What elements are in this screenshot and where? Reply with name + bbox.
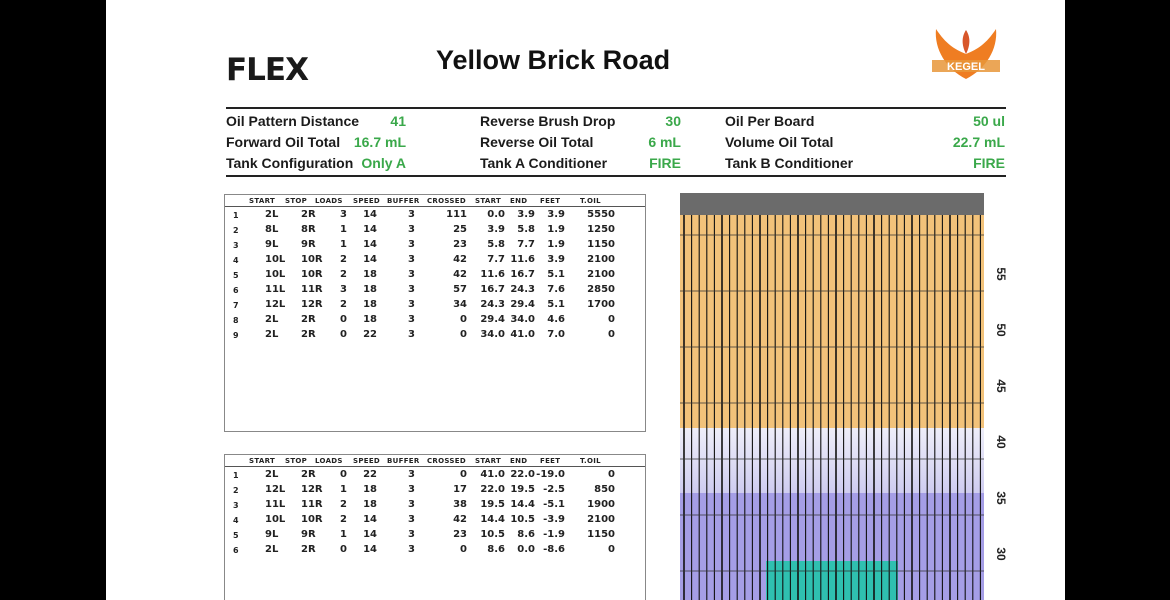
table-cell: 2 <box>340 499 347 510</box>
distance-tick-label: 35 <box>994 491 1008 505</box>
table-cell: 3 <box>408 484 415 495</box>
table-cell: 22.0 <box>480 484 505 495</box>
table-cell: -1.9 <box>543 529 565 540</box>
column-header: START <box>475 457 502 465</box>
table-cell: 12R <box>301 299 323 310</box>
table-cell: 0 <box>460 544 467 555</box>
distance-tick-label: 30 <box>994 547 1008 561</box>
table-cell: 5 <box>233 531 239 540</box>
table-cell: 3 <box>408 469 415 480</box>
table-cell: 1700 <box>587 299 615 310</box>
table-cell: 18 <box>363 299 377 310</box>
table-cell: 111 <box>446 209 467 220</box>
table-cell: 10.5 <box>480 529 505 540</box>
table-cell: 0 <box>340 329 347 340</box>
info-label: Tank Configuration <box>226 155 354 171</box>
table-cell: 3 <box>408 239 415 250</box>
table-cell: 57 <box>453 284 467 295</box>
top-rule <box>226 107 1006 109</box>
table-row <box>225 512 645 527</box>
oil-pattern-graph <box>680 193 984 600</box>
table-cell: 25 <box>453 224 467 235</box>
page-title: Yellow Brick Road <box>436 45 671 75</box>
table-row <box>225 282 645 297</box>
table-row <box>225 252 645 267</box>
table-cell: 12L <box>265 484 286 495</box>
table-cell: 9 <box>233 331 239 340</box>
column-header: START <box>475 197 502 205</box>
table-cell: 0 <box>608 314 615 325</box>
kegel-logo <box>926 24 1006 94</box>
info-label: Volume Oil Total <box>725 134 834 150</box>
info-value: 22.7 mL <box>952 134 1005 150</box>
table-cell: 1150 <box>587 529 615 540</box>
table-cell: 1.9 <box>547 239 565 250</box>
info-label: Tank A Conditioner <box>480 155 608 171</box>
table-cell: 34.0 <box>480 329 505 340</box>
oil-heavy-area <box>766 561 898 600</box>
column-header: T.OIL <box>580 457 601 465</box>
info-label: Tank B Conditioner <box>725 155 854 171</box>
column-header: FEET <box>540 457 561 465</box>
table-cell: 8L <box>265 224 279 235</box>
table-cell: -19.0 <box>536 469 565 480</box>
table-cell: 2R <box>301 469 316 480</box>
table-cell: 18 <box>363 484 377 495</box>
table-cell: 9R <box>301 529 316 540</box>
info-value: 41 <box>390 113 406 129</box>
table-cell: 3 <box>408 499 415 510</box>
table-cell: 29.4 <box>480 314 505 325</box>
table-cell: 19.5 <box>480 499 505 510</box>
table-cell: 10L <box>265 269 286 280</box>
table-cell: 3.9 <box>547 254 565 265</box>
table-cell: 12R <box>301 484 323 495</box>
table-cell: 29.4 <box>510 299 535 310</box>
table-cell: 14 <box>363 514 377 525</box>
table-cell: 5 <box>233 271 239 280</box>
table-cell: 16.7 <box>480 284 505 295</box>
table-cell: 11L <box>265 284 286 295</box>
column-header: STOP <box>285 197 308 205</box>
table-row <box>225 267 645 282</box>
column-header: LOADS <box>315 457 343 465</box>
table-cell: 2L <box>265 314 279 325</box>
table-row <box>225 237 645 252</box>
distance-axis <box>986 193 1016 600</box>
table-cell: 3 <box>408 514 415 525</box>
table-cell: 2R <box>301 209 316 220</box>
table-cell: 0 <box>608 329 615 340</box>
column-header: START <box>249 197 276 205</box>
column-header: BUFFER <box>387 197 420 205</box>
foul-line-header <box>680 193 984 215</box>
table-cell: 3 <box>408 224 415 235</box>
table-cell: 3.9 <box>517 209 535 220</box>
column-header: STOP <box>285 457 308 465</box>
table-cell: 2100 <box>587 254 615 265</box>
reverse-table <box>224 454 646 600</box>
table-cell: 12L <box>265 299 286 310</box>
table-cell: 2850 <box>587 284 615 295</box>
table-cell: 3 <box>408 314 415 325</box>
table-cell: 10L <box>265 254 286 265</box>
table-cell: 0 <box>608 544 615 555</box>
table-row <box>225 312 645 327</box>
info-label: Reverse Oil Total <box>480 134 594 150</box>
table-cell: 4 <box>233 516 239 525</box>
table-cell: 0 <box>340 314 347 325</box>
table-cell: 42 <box>453 254 467 265</box>
table-cell: 10L <box>265 514 286 525</box>
table-row <box>225 467 645 482</box>
table-cell: 14 <box>363 254 377 265</box>
flex-logo: FLEX <box>226 52 309 88</box>
table-cell: 24.3 <box>510 284 535 295</box>
info-value: Only A <box>361 155 406 171</box>
table-cell: 5.8 <box>517 224 535 235</box>
table-header <box>225 455 645 467</box>
info-value: FIRE <box>973 155 1005 171</box>
table-cell: 2L <box>265 329 279 340</box>
info-label: Forward Oil Total <box>226 134 341 150</box>
table-cell: 10R <box>301 514 323 525</box>
table-row <box>225 327 645 342</box>
table-cell: 5.8 <box>487 239 505 250</box>
table-cell: 14 <box>363 224 377 235</box>
table-cell: 1150 <box>587 239 615 250</box>
table-cell: 3 <box>408 299 415 310</box>
distance-tick-label: 50 <box>994 323 1008 337</box>
info-value: 16.7 mL <box>353 134 406 150</box>
table-cell: 38 <box>453 499 467 510</box>
column-header: CROSSED <box>427 457 466 465</box>
table-cell: 2R <box>301 314 316 325</box>
table-cell: 18 <box>363 284 377 295</box>
table-cell: 4 <box>233 256 239 265</box>
table-cell: 0 <box>340 544 347 555</box>
table-cell: 2L <box>265 544 279 555</box>
info-label: Reverse Brush Drop <box>480 113 616 129</box>
table-cell: 1 <box>233 471 239 480</box>
table-cell: 3 <box>233 501 239 510</box>
table-cell: 7.7 <box>517 239 535 250</box>
table-cell: 2100 <box>587 269 615 280</box>
table-cell: 2100 <box>587 514 615 525</box>
column-header: T.OIL <box>580 197 601 205</box>
table-row <box>225 542 645 557</box>
info-row <box>226 134 1006 154</box>
info-value: 6 mL <box>648 134 681 150</box>
table-cell: 11.6 <box>480 269 505 280</box>
table-row <box>225 482 645 497</box>
table-cell: 3 <box>408 284 415 295</box>
table-cell: 8R <box>301 224 316 235</box>
table-cell: 0 <box>608 469 615 480</box>
column-header: END <box>510 197 528 205</box>
table-cell: 2 <box>340 514 347 525</box>
table-cell: 1250 <box>587 224 615 235</box>
table-cell: 8.6 <box>517 529 535 540</box>
table-cell: 7.0 <box>547 329 565 340</box>
table-cell: 7 <box>233 301 239 310</box>
table-cell: 7.6 <box>547 284 565 295</box>
table-cell: 3 <box>408 544 415 555</box>
column-header: CROSSED <box>427 197 466 205</box>
table-cell: 5.1 <box>547 299 565 310</box>
pattern-sheet <box>106 0 1065 600</box>
table-cell: 24.3 <box>480 299 505 310</box>
table-cell: 2L <box>265 209 279 220</box>
table-cell: 1 <box>340 529 347 540</box>
table-cell: 850 <box>594 484 615 495</box>
table-cell: 3 <box>340 209 347 220</box>
table-cell: -5.1 <box>543 499 565 510</box>
table-cell: 1 <box>340 484 347 495</box>
table-cell: 3.9 <box>487 224 505 235</box>
table-cell: 0 <box>460 329 467 340</box>
column-header: START <box>249 457 276 465</box>
table-cell: 8.6 <box>487 544 505 555</box>
column-header: END <box>510 457 528 465</box>
table-cell: 2L <box>265 469 279 480</box>
table-row <box>225 222 645 237</box>
distance-tick-label: 45 <box>994 379 1008 393</box>
table-cell: 14 <box>363 239 377 250</box>
table-cell: 14.4 <box>510 499 535 510</box>
table-cell: 16.7 <box>510 269 535 280</box>
table-cell: 10.5 <box>510 514 535 525</box>
table-cell: 11R <box>301 499 323 510</box>
table-cell: 42 <box>453 514 467 525</box>
table-cell: 6 <box>233 286 239 295</box>
info-label: Oil Per Board <box>725 113 815 129</box>
table-cell: 22.0 <box>510 469 535 480</box>
table-cell: 0 <box>340 469 347 480</box>
info-row <box>226 155 1006 175</box>
table-cell: 8 <box>233 316 239 325</box>
dry-lane-area <box>680 215 984 428</box>
table-cell: 11.6 <box>510 254 535 265</box>
table-cell: 10R <box>301 269 323 280</box>
table-row <box>225 207 645 222</box>
table-row <box>225 527 645 542</box>
table-cell: 1900 <box>587 499 615 510</box>
table-cell: 0 <box>460 314 467 325</box>
info-value: FIRE <box>649 155 681 171</box>
table-cell: 3 <box>233 241 239 250</box>
column-header: LOADS <box>315 197 343 205</box>
forward-table <box>224 194 646 432</box>
table-cell: 3 <box>408 254 415 265</box>
table-cell: 19.5 <box>510 484 535 495</box>
svg-text:KEGEL: KEGEL <box>947 61 985 73</box>
table-cell: 11L <box>265 499 286 510</box>
table-cell: 18 <box>363 314 377 325</box>
table-cell: 2 <box>340 254 347 265</box>
table-row <box>225 497 645 512</box>
distance-tick-label: 55 <box>994 267 1008 281</box>
table-cell: 14 <box>363 209 377 220</box>
table-cell: 11R <box>301 284 323 295</box>
table-cell: 3 <box>408 529 415 540</box>
table-cell: 3 <box>408 269 415 280</box>
table-cell: 17 <box>453 484 467 495</box>
table-cell: 23 <box>453 529 467 540</box>
column-header: SPEED <box>353 197 381 205</box>
table-cell: 2 <box>233 486 239 495</box>
column-header: BUFFER <box>387 457 420 465</box>
column-header: FEET <box>540 197 561 205</box>
table-cell: 5.1 <box>547 269 565 280</box>
table-cell: 22 <box>363 329 377 340</box>
info-row <box>226 113 1006 133</box>
table-cell: 2R <box>301 329 316 340</box>
table-cell: 18 <box>363 269 377 280</box>
table-cell: -3.9 <box>543 514 565 525</box>
table-cell: 34 <box>453 299 467 310</box>
table-cell: 5550 <box>587 209 615 220</box>
table-cell: -2.5 <box>543 484 565 495</box>
info-value: 30 <box>665 113 681 129</box>
table-cell: 2R <box>301 544 316 555</box>
table-cell: 41.0 <box>510 329 535 340</box>
info-value: 50 ul <box>973 113 1005 129</box>
table-cell: 42 <box>453 269 467 280</box>
table-cell: 1 <box>340 239 347 250</box>
column-header: SPEED <box>353 457 381 465</box>
info-label: Oil Pattern Distance <box>226 113 360 129</box>
table-cell: 4.6 <box>547 314 565 325</box>
table-cell: 41.0 <box>480 469 505 480</box>
table-cell: 3.9 <box>547 209 565 220</box>
table-cell: 9L <box>265 529 279 540</box>
table-cell: 0.0 <box>487 209 505 220</box>
table-cell: 1 <box>233 211 239 220</box>
table-cell: 3 <box>340 284 347 295</box>
table-cell: 23 <box>453 239 467 250</box>
bottom-rule <box>226 175 1006 177</box>
table-cell: 1 <box>340 224 347 235</box>
table-cell: 34.0 <box>510 314 535 325</box>
table-cell: 2 <box>233 226 239 235</box>
table-cell: 6 <box>233 546 239 555</box>
table-cell: 2 <box>340 269 347 280</box>
table-cell: 9R <box>301 239 316 250</box>
table-cell: 14.4 <box>480 514 505 525</box>
table-cell: 1.9 <box>547 224 565 235</box>
table-cell: 9L <box>265 239 279 250</box>
table-cell: -8.6 <box>543 544 565 555</box>
distance-tick-label: 40 <box>994 435 1008 449</box>
table-cell: 0 <box>460 469 467 480</box>
table-header <box>225 195 645 207</box>
table-row <box>225 297 645 312</box>
table-cell: 7.7 <box>487 254 505 265</box>
table-cell: 0.0 <box>517 544 535 555</box>
table-cell: 14 <box>363 544 377 555</box>
table-cell: 3 <box>408 329 415 340</box>
table-cell: 18 <box>363 499 377 510</box>
table-cell: 2 <box>340 299 347 310</box>
table-cell: 22 <box>363 469 377 480</box>
table-cell: 10R <box>301 254 323 265</box>
table-cell: 3 <box>408 209 415 220</box>
table-cell: 14 <box>363 529 377 540</box>
